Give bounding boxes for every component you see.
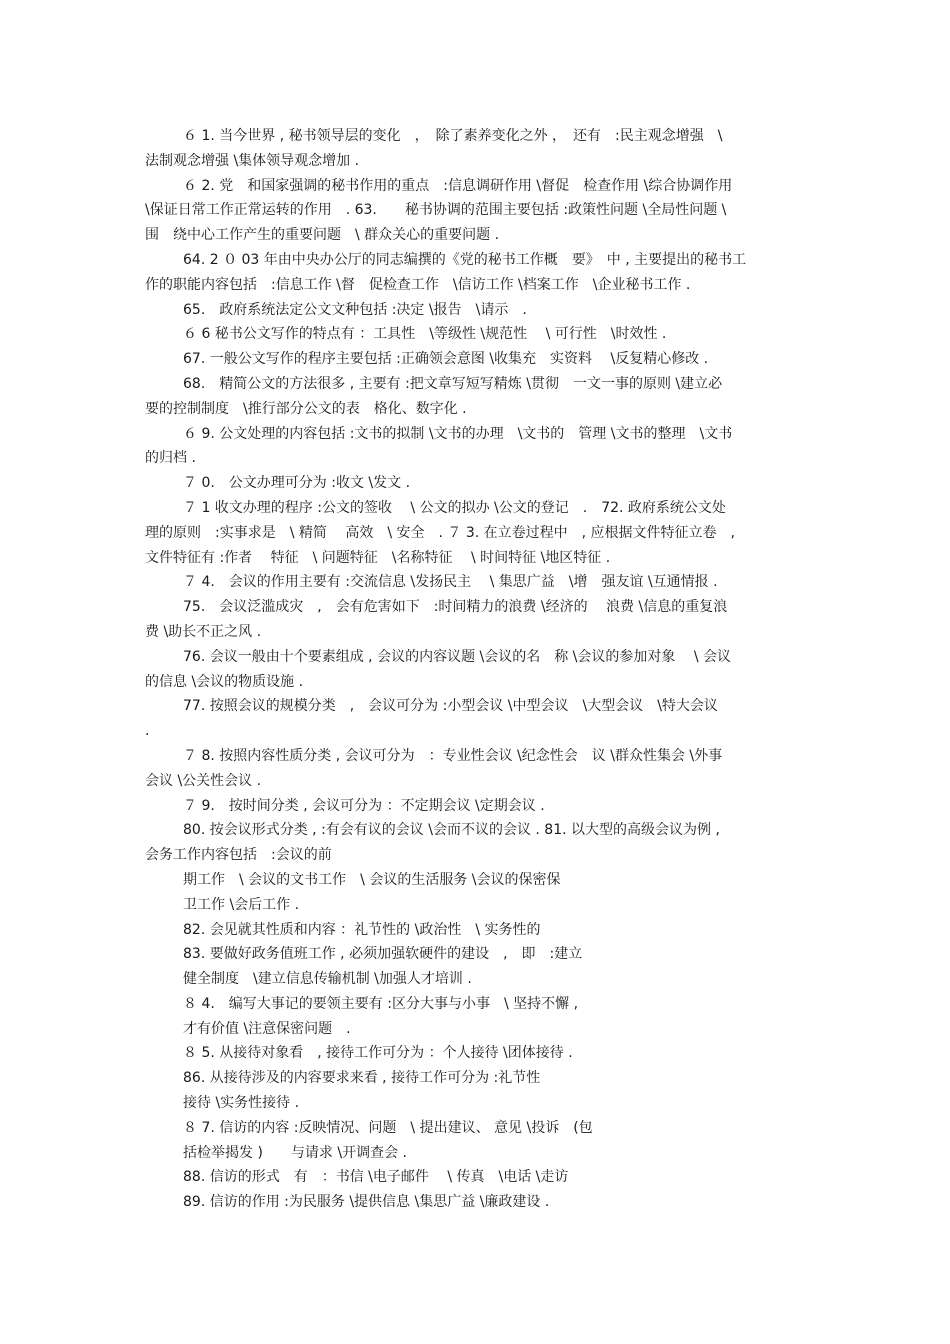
text-line: 88. 信访的形式 有 ：书信 \电子邮件 \ 传真 \电话 \走访: [183, 1169, 569, 1186]
text-line: \保证日常工作正常运转的作用 . 63. 秘书协调的范围主要包括 :政策性问题 \全局性问题 \: [145, 202, 727, 219]
text-line: ７ 1 收文办理的程序 :公文的签收 \ 公文的拟办 \公文的登记 . 72. 政府系统公文处: [183, 499, 726, 516]
text-line: 64. 2 ０ 03 年由中央办公厅的同志编撰的《党的秘书工作概 要》 中 , 主要提出的秘书工: [183, 251, 747, 268]
text-line: 89. 信访的作用 :为民服务 \提供信息 \集思广益 \廉政建设 .: [183, 1194, 550, 1211]
text-line: ７ 8. 按照内容性质分类 , 会议可分为 ：专业性会议 \纪念性会 议 \群众性集会 \外事: [183, 747, 723, 764]
text-line: 围 绕中心工作产生的重要问题 \ 群众关心的重要问题 .: [145, 227, 500, 244]
text-line: 68. 精简公文的方法很多 , 主要有 :把文章写短写精炼 \贯彻 一文一事的原则 \建立必: [183, 375, 723, 392]
text-line: 的信息 \会议的物质设施 .: [145, 673, 304, 690]
text-line: 86. 从接待涉及的内容要求来看 , 接待工作可分为 :礼节性: [183, 1070, 541, 1087]
text-line: 卫工作 \会后工作 .: [183, 896, 300, 913]
text-line: 费 \助长不正之风 .: [145, 623, 262, 640]
text-line: 期工作 \ 会议的文书工作 \ 会议的生活服务 \会议的保密保: [183, 871, 561, 888]
text-line: 67. 一般公文写作的程序主要包括 :正确领会意图 \收集充 实资料 \反复精心修改 .: [183, 351, 709, 368]
text-line: 要的控制制度 \推行部分公文的表 格化、数字化 .: [145, 400, 467, 417]
text-line: 文件特征有 :作者 特征 \ 问题特征 \名称特征 \ 时间特征 \地区特征 .: [145, 549, 611, 566]
text-line: ８ 4. 编写大事记的要领主要有 :区分大事与小事 \ 坚持不懈 ,: [183, 995, 579, 1012]
text-line: ６ 1. 当今世界 , 秘书领导层的变化 ， 除了素养变化之外 ， 还有 :民主观念增强 \: [183, 128, 723, 144]
text-line: 83. 要做好政务值班工作 , 必须加强软硬件的建设 , 即 :建立: [183, 946, 583, 963]
text-line: 80. 按会议形式分类 , :有会有议的会议 \会而不议的会议 . 81. 以大型的高级会议为例 ,: [183, 822, 720, 839]
text-line: 75. 会议泛滥成灾 , 会有危害如下 :时间精力的浪费 \经济的 浪费 \信息的重复浪: [183, 599, 728, 616]
text-line: 括检举揭发 ) 与请求 \开调查会 .: [183, 1144, 407, 1161]
text-line: ８ 7. 信访的内容 :反映情况、问题 \ 提出建议、 意见 \投诉 (包: [183, 1119, 593, 1136]
text-line: 会务工作内容包括 :会议的前: [145, 847, 332, 864]
text-line: 理的原则 :实事求是 \ 精简 高效 \ 安全 . ７ 3. 在立卷过程中 , 应根据文件特征立卷 ,: [145, 524, 736, 541]
text-line: ７ 0. 公文办理可分为 :收文 \发文 .: [183, 475, 411, 492]
text-line: ７ 4. 会议的作用主要有 :交流信息 \发扬民主 \ 集思广益 \增 强友谊 \互通情报 .: [183, 574, 718, 591]
text-line: 健全制度 \建立信息传输机制 \加强人才培训 .: [183, 971, 472, 988]
text-line: 65. 政府系统法定公文文种包括 :决定 \报告 \请示 .: [183, 301, 527, 318]
text-line: 作的职能内容包括 :信息工作 \督 促检查工作 \信访工作 \档案工作 \企业秘书工作 .: [145, 276, 691, 293]
text-line: 接待 \实务性接待 .: [183, 1095, 300, 1112]
text-line: 的归档 .: [145, 450, 196, 467]
text-line: ６ 9. 公文处理的内容包括 :文书的拟制 \文书的办理 \文书的 管理 \文书的整理 \文书: [183, 425, 733, 442]
text-line: 法制观念增强 \集体领导观念增加 .: [145, 152, 360, 169]
text-line: 才有价值 \注意保密问题 .: [183, 1020, 351, 1037]
text-line: .: [145, 723, 150, 740]
text-line: ６ 2. 党 和国家强调的秘书作用的重点 :信息调研作用 \督促 检查作用 \综合协调作用: [183, 177, 733, 194]
text-line: 会议 \公关性会议 .: [145, 772, 262, 789]
text-line: ７ 9. 按时间分类 , 会议可分为 ：不定期会议 \定期会议 .: [183, 797, 545, 814]
text-line: ８ 5. 从接待对象看 , 接待工作可分为 ：个人接待 \团体接待 .: [183, 1045, 573, 1062]
document-body: [145, 124, 810, 1215]
text-line: ６ 6 秘书公文写作的特点有 ：工具性 \等级性 \规范性 \ 可行性 \时效性 .: [183, 326, 667, 343]
text-line: 82. 会见就其性质和内容 ：礼节性的 \政治性 \ 实务性的: [183, 921, 541, 938]
text-line: 76. 会议一般由十个要素组成 , 会议的内容议题 \会议的名 称 \会议的参加对象 \ 会议: [183, 648, 732, 665]
text-line: 77. 按照会议的规模分类 , 会议可分为 :小型会议 \中型会议 \大型会议 \特大会议: [183, 698, 718, 715]
